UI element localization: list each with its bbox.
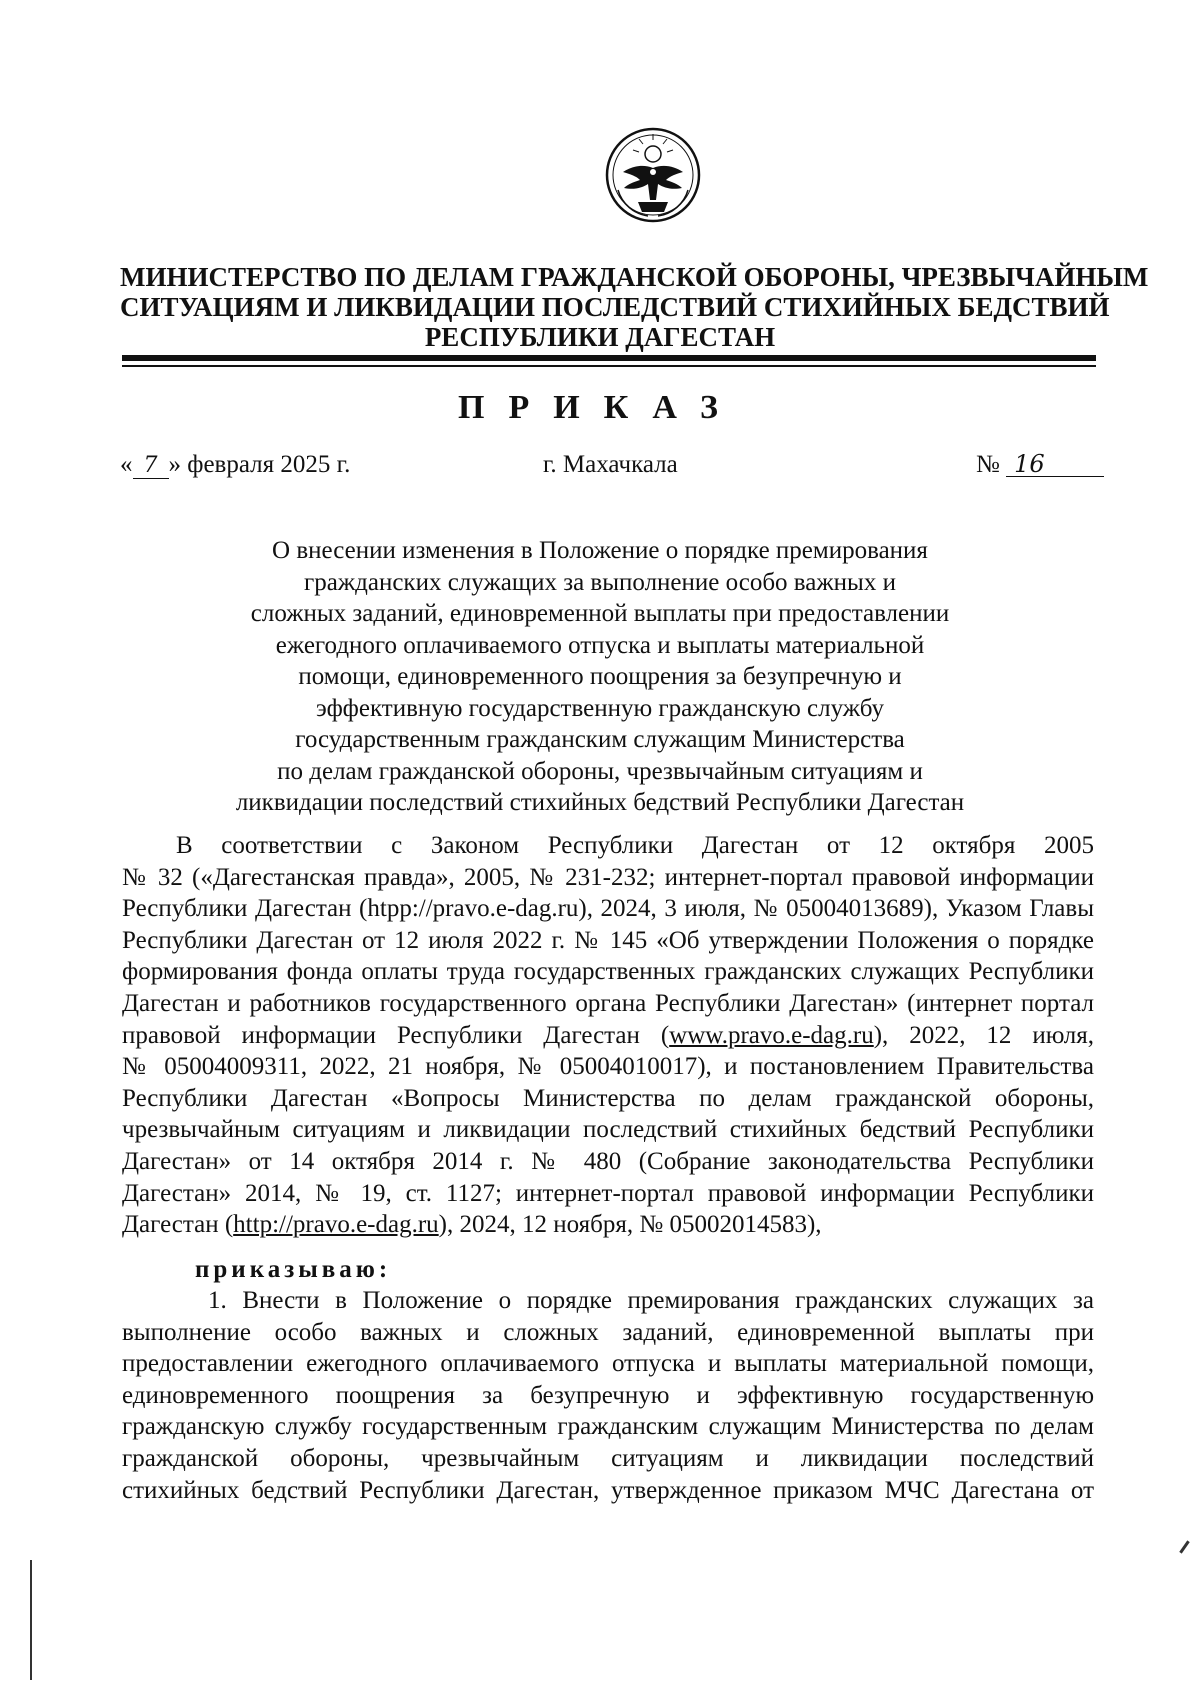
scan-edge-mark	[30, 1560, 32, 1680]
pravo-link[interactable]: www.pravo.e-dag.ru	[669, 1021, 874, 1049]
subject-line: по делам гражданской обороны, чрезвычайным ситуациям и	[277, 757, 923, 785]
order-item-1	[122, 1285, 1094, 1506]
item-line: выполнение особо важных и сложных заданий, единовременной выплаты при	[122, 1318, 1094, 1346]
preamble-line: чрезвычайным ситуациям и ликвидации последствий стихийных бедствий Республики	[122, 1116, 1094, 1144]
preamble-line: Дагестан» 2014, № 19, ст. 1127; интернет-портал правовой информации Республики	[122, 1179, 1094, 1207]
item-line: гражданскую службу государственным гражданским служащим Министерства по делам	[122, 1413, 1094, 1441]
preamble-text: ), 2022, 12 июля,	[873, 1021, 1094, 1049]
preamble-line: Республики Дагестан от 12 июля 2022 г. № 145 «Об утверждении Положения о порядке	[122, 926, 1094, 954]
coat-of-arms-emblem	[598, 120, 708, 230]
preamble-line: Республики Дагестан «Вопросы Министерства по делам гражданской обороны,	[122, 1084, 1094, 1112]
pravo-link[interactable]: http://pravo.e-dag.ru	[233, 1211, 439, 1239]
scan-edge-mark	[1179, 1540, 1189, 1553]
ministry-header-line: МИНИСТЕРСТВО ПО ДЕЛАМ ГРАЖДАНСКОЙ ОБОРОНЫ, ЧРЕЗВЫЧАЙНЫМ	[120, 262, 1149, 292]
preamble-line: Республики Дагестан (htpp://pravo.e-dag.ru), 2024, 3 июля, № 05004013689), Указом Главы	[122, 895, 1094, 923]
ministry-header	[120, 262, 1149, 352]
subject-line: сложных заданий, единовременной выплаты при предоставлении	[250, 600, 950, 627]
subject-line: помощи, единовременного поощрения за безупречную и	[298, 663, 902, 690]
preamble-line-with-link	[122, 1020, 1094, 1052]
order-number	[976, 450, 1104, 480]
header-divider-thick	[122, 355, 1096, 361]
preamble-line: Дагестан и работников государственного органа Республики Дагестан» (интернет портал	[122, 989, 1094, 1017]
document-title: ПРИКАЗ	[458, 389, 742, 426]
item-line: стихийных бедствий Республики Дагестан, утвержденное приказом МЧС Дагестана от	[122, 1476, 1094, 1504]
date-open-quote: «	[120, 451, 133, 478]
header-divider-thin	[122, 365, 1096, 367]
preamble-line: Дагестан» от 14 октября 2014 г. № 480 (Собрание законодательства Республики	[122, 1147, 1094, 1175]
preamble-text: Дагестан (	[122, 1211, 234, 1239]
preamble-paragraph	[122, 830, 1094, 1241]
preamble-line: В соответствии с Законом Республики Дагестан от 12 октября 2005	[176, 832, 1094, 859]
subject-line: эффективную государственную гражданскую службу	[316, 694, 884, 722]
date-day-handwritten: 7	[133, 454, 169, 479]
order-subject	[175, 535, 1025, 819]
order-date	[120, 450, 350, 480]
order-word: приказываю:	[195, 1256, 392, 1283]
preamble-line: № 05004009311, 2022, 21 ноября, № 05004010017), и постановлением Правительства	[122, 1053, 1094, 1081]
item-line: гражданской обороны, чрезвычайным ситуациям и ликвидации последствий	[122, 1444, 1094, 1472]
subject-line: О внесении изменения в Положение о порядке премирования	[272, 537, 928, 564]
number-label: №	[976, 451, 1000, 478]
item-line: единовременного поощрения за безупречную и эффективную государственную	[122, 1381, 1094, 1409]
subject-line: государственным гражданским служащим Министерства	[295, 726, 905, 753]
preamble-text: правовой информации Республики Дагестан (	[122, 1021, 670, 1049]
order-city: г. Махачкала	[543, 451, 678, 478]
item-line: предоставлении ежегодного оплачиваемого отпуска и выплаты материальной помощи,	[122, 1350, 1094, 1378]
number-handwritten: 16	[1006, 452, 1104, 477]
subject-line: ликвидации последствий стихийных бедствий Республики Дагестан	[235, 789, 965, 816]
preamble-line: формирования фонда оплаты труда государственных гражданских служащих Республики	[122, 958, 1094, 986]
ministry-header-line: РЕСПУБЛИКИ ДАГЕСТАН	[424, 322, 776, 352]
date-month-year: » февраля 2025 г.	[168, 451, 351, 478]
ministry-header-line: СИТУАЦИЯМ И ЛИКВИДАЦИИ ПОСЛЕДСТВИЙ СТИХИЙНЫХ БЕДСТВИЙ	[120, 292, 1110, 322]
preamble-line: № 32 («Дагестанская правда», 2005, № 231-232; интернет-портал правовой информации	[122, 863, 1094, 891]
preamble-text: ), 2024, 12 ноября, № 05002014583),	[438, 1211, 822, 1239]
preamble-last-line	[122, 1209, 1094, 1241]
subject-line: гражданских служащих за выполнение особо важных и	[304, 568, 896, 596]
item-line: 1. Внести в Положение о порядке премирования гражданских служащих за	[208, 1287, 1094, 1314]
subject-line: ежегодного оплачиваемого отпуска и выплаты материальной	[275, 631, 925, 659]
